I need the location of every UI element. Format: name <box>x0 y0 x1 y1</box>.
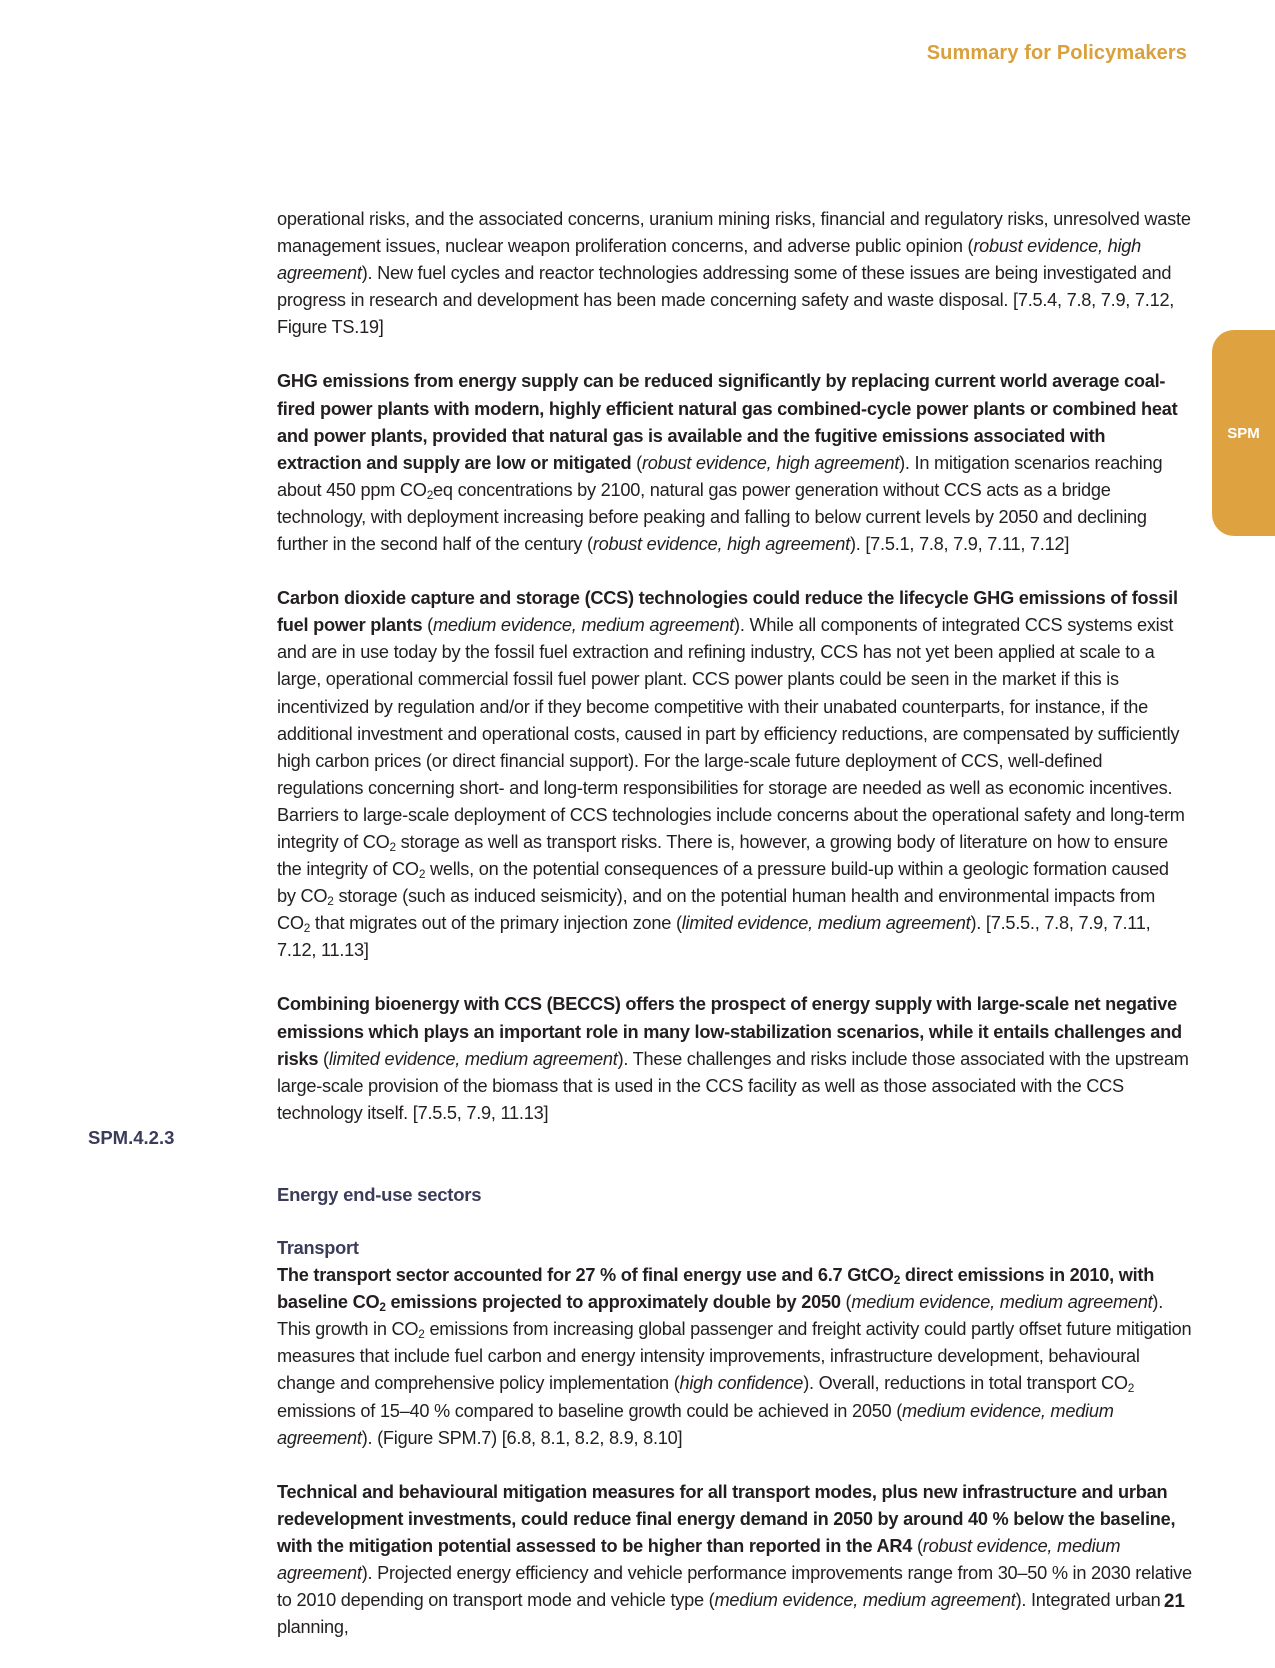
side-tab <box>1212 330 1275 536</box>
paragraph-nuclear-risks: operational risks, and the associated concerns, uranium mining risks, financial and regulatory risks, unresolved waste management issues, nuclear weapon proliferation concerns, and adverse public opinion (robust evidence, high agreement). New fuel cycles and reactor technologies addressing some of these issues are being investigated and progress in research and development has been made concerning safety and waste disposal. [7.5.4, 7.8, 7.9, 7.12, Figure TS.19] <box>277 209 1191 338</box>
side-tab-label: SPM <box>1227 424 1260 442</box>
section-title: Energy end-use sectors <box>277 1183 482 1205</box>
paragraph-ccs: Carbon dioxide capture and storage (CCS) technologies could reduce the lifecycle GHG emissions of fossil fuel power plants (medium evidence, medium agreement). While all components of integrated CCS systems exist and are in use today by the fossil fuel extraction and refining industry, CCS has not yet been applied at scale to a large, operational commercial fossil fuel power plant. CCS power plants could be seen in the market if this is incentivized by regulation and/or if they become competitive with their unabated counterparts, for instance, if the additional investment and operational costs, caused in part by efficiency reductions, are compensated by sufficiently high carbon prices (or direct financial support). For the large-scale future deployment of CCS, well-defined regulations concerning short- and long-term responsibilities for storage are needed as well as economic incentives. Barriers to large-scale deployment of CCS technologies include concerns about the operational safety and long-term integrity of $CO_2$ storage as well as transport risks. There is, however, a growing body of literature on how to ensure the integrity of $CO_2$ wells, on the potential consequences of a pressure build-up within a geologic formation caused by $CO_2$ storage (such as induced seismicity), and on the potential human health and environmental impacts from $CO_2$ that migrates out of the primary injection zone (limited evidence, medium agreement). [7.5.5., 7.8, 7.9, 7.11, 7.12, 11.13] <box>277 588 1185 961</box>
section-number: SPM.4.2.3 <box>88 1127 175 1148</box>
paragraph-beccs: Combining bioenergy with CCS (BECCS) offers the prospect of energy supply with large-scale net negative emissions which plays an important role in many low-stabilization scenarios, while it entails challenges and risks (limited evidence, medium agreement). These challenges and risks include those associated with the upstream large-scale provision of the biomass that is used in the CCS facility as well as those associated with the CCS technology itself. [7.5.5, 7.9, 11.13] <box>277 994 1189 1123</box>
subsection-title: Transport <box>277 1238 359 1258</box>
page-number: 21 <box>1163 1591 1185 1612</box>
paragraph-transport-emissions: The transport sector accounted for 27 % of final energy use and 6.7 GtCO$_2$ direct emissions in 2010, with baseline $CO_2$ emissions projected to approximately double by 2050 (medium evidence, medium agreement). This growth in $CO_2$ emissions from increasing global passenger and freight activity could partly offset future mitigation measures that include fuel carbon and energy intensity improvements, infrastructure development, behavioural change and comprehensive policy implementation (high confidence). Overall, reductions in total transport $CO_2$ emissions of 15–40 % compared to baseline growth could be achieved in 2050 (medium evidence, medium agreement). (Figure SPM.7) [6.8, 8.1, 8.2, 8.9, 8.10] <box>277 1265 1192 1448</box>
paragraph-transport-measures: Technical and behavioural mitigation measures for all transport modes, plus new infrastructure and urban redevelopment investments, could reduce final energy demand in 2050 by around 40 % below the baseline, with the mitigation potential assessed to be higher than reported in the AR4 (robust evidence, medium agreement). Projected energy efficiency and vehicle performance improvements range from 30–50 % in 2030 relative to 2010 depending on transport mode and vehicle type (medium evidence, medium agreement). Integrated urban planning, <box>277 1481 1192 1638</box>
paragraph-gas-power: GHG emissions from energy supply can be reduced significantly by replacing current world average coal-fired power plants with modern, highly efficient natural gas combined-cycle power plants or combined heat and power plants, provided that natural gas is available and the fugitive emissions associated with extraction and supply are low or mitigated (robust evidence, high agreement). In mitigation scenarios reaching about 450 ppm $CO_2eq$ concentrations by 2100, natural gas power generation without CCS acts as a bridge technology, with deployment increasing before peaking and falling to below current levels by 2050 and declining further in the second half of the century (robust evidence, high agreement). [7.5.1, 7.8, 7.9, 7.11, 7.12] <box>277 371 1178 555</box>
main-content <box>277 206 1192 1668</box>
header-title: Summary for Policymakers <box>926 42 1187 64</box>
